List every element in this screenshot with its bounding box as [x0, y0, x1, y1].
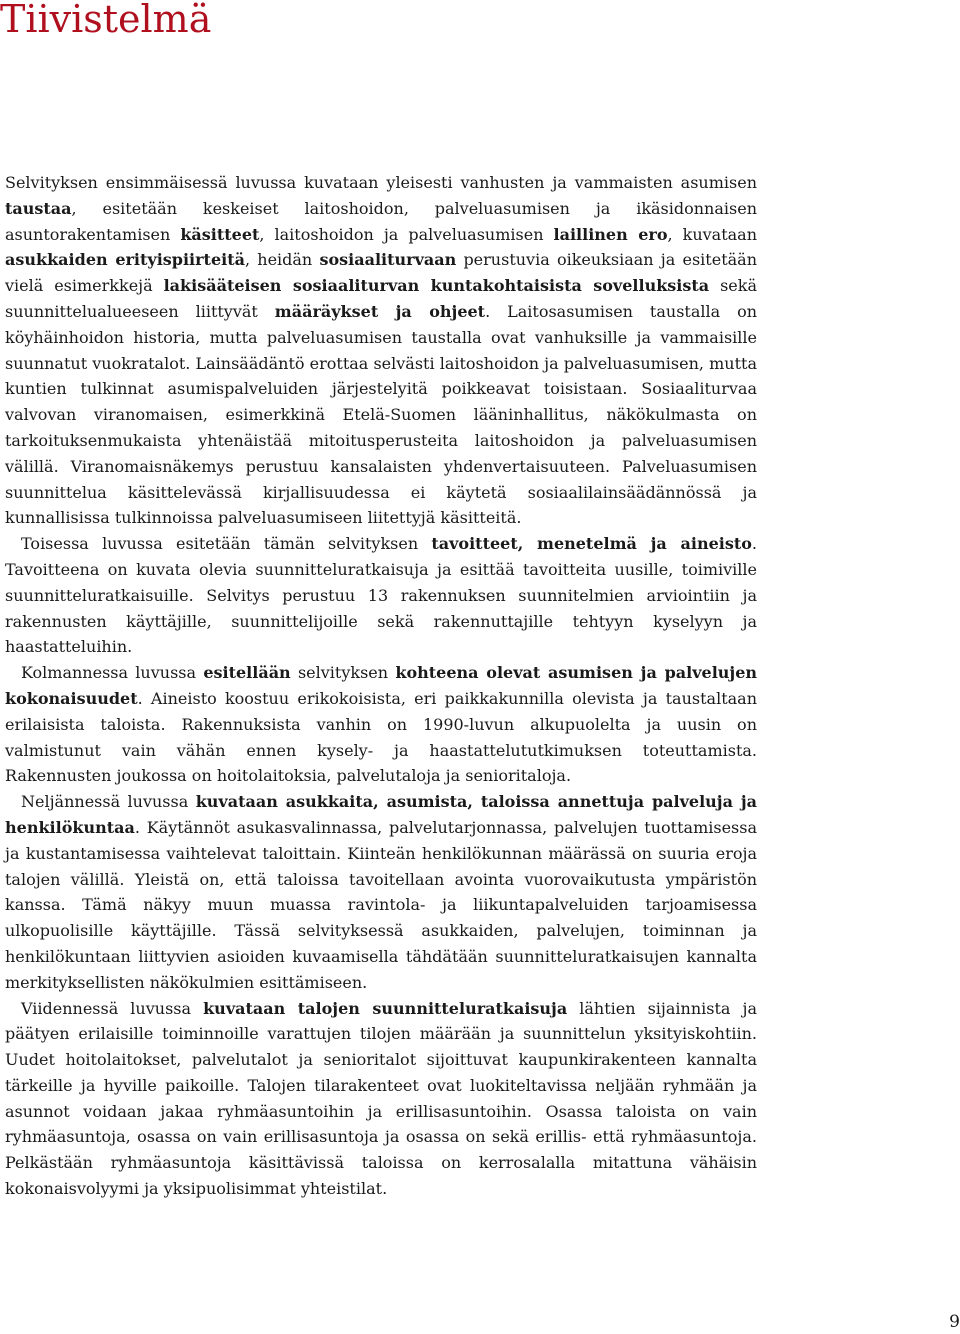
bold-term: määräykset ja ohjeet [274, 301, 486, 321]
text-run: , kuvataan [667, 224, 758, 244]
bold-term: esitellään [203, 663, 291, 683]
text-run: perustuvia oikeuksiaan ja esitetään vielä esimerkkejä [5, 250, 758, 296]
bold-term: kohteena olevat asumisen ja palvelujen kokonaisuudet [5, 663, 757, 708]
bold-term: kuvataan asukkaita, asumista, taloissa annettuja palveluja ja henkilökuntaa [5, 792, 757, 837]
text-run: Kolmannessa luvussa [21, 663, 204, 683]
text-run: . Käytännöt asukasvalinnassa, palvelutarjonnassa, palvelujen tuottamisessa ja kustantamisessa vaihtelevat taloittain. Kiinteän henkilökunnan määrässä on suuria eroja talojen välillä. Yleistä on, että taloissa tavoitellaan avointa vuorovaikutusta ympäristön kanssa. Tämä näkyy muun muassa ravintola- ja liikuntapalveluiden tarjoamisessa ulkopuolisille käyttäjille. Tässä selvityksessä asukkaiden, palvelujen, toiminnan ja henkilökuntaan liittyvien asioiden kuvaamisella tähdätään suunnitteluratkaisujen kannalta merkityksellisten näkökulmien esittämiseen. [5, 817, 757, 992]
paragraph [5, 789, 757, 995]
text-run: sekä suunnittelualueeseen liittyvät [5, 276, 757, 321]
bold-term: sosiaaliturvaan [319, 250, 457, 270]
bold-term: kuvataan talojen suunnitteluratkaisuja [203, 998, 568, 1018]
text-run: Viidennessä luvussa [21, 998, 204, 1018]
paragraph [5, 660, 757, 789]
paragraph [5, 996, 757, 1202]
bold-term: tavoitteet, menetelmä ja aineisto [431, 534, 752, 554]
paragraph [5, 170, 757, 531]
text-run: selvityksen [290, 663, 396, 683]
summary-body [5, 170, 757, 1202]
bold-term: taustaa [5, 198, 72, 218]
bold-term: laillinen ero [553, 224, 668, 244]
text-run: , laitoshoidon ja palveluasumisen [259, 224, 554, 244]
bold-term: asukkaiden erityispiirteitä [5, 250, 245, 270]
text-run: Toisessa luvussa esitetään tämän selvityksen [21, 534, 432, 554]
text-run: Selvityksen ensimmäisessä luvussa kuvataan yleisesti vanhusten ja vammaisten asumisen [5, 173, 757, 192]
text-run: . Aineisto koostuu erikokoisista, eri paikkakunnilla olevista ja taustaltaan erilaisista taloista. Rakennuksista vanhin on 1990-luvun alkupuolelta ja uusin on valmistunut vain vähän ennen kysely- ja haastattelututkimuksen toteuttamista. Rakennusten joukossa on hoitolaitoksia, palvelutaloja ja senioritaloja. [5, 688, 757, 786]
text-run: . Tavoitteena on kuvata olevia suunnitteluratkaisuja ja esittää tavoitteita uusille, toimiville suunnitteluratkaisuille. Selvitys perustuu 13 rakennuksen suunnitelmien arviointiin ja rakennusten käyttäjille, suunnittelijoille sekä rakennuttajille tehtyyn kyselyyn ja haastatteluihin. [5, 534, 757, 657]
page-number: 9 [949, 1312, 960, 1332]
page-title: Tiivistelmä [0, 0, 212, 41]
text-run: , heidän [244, 250, 320, 270]
bold-term: käsitteet [180, 224, 260, 244]
text-run: , esitetään keskeiset laitoshoidon, palveluasumisen ja ikäsidonnaisen asuntorakentamisen [5, 198, 757, 244]
paragraph [5, 531, 757, 660]
text-run: . Laitosasumisen taustalla on köyhäinhoidon historia, mutta palveluasumisen taustalla ovat vanhuksille ja vammaisille suunnatut vuokratalot. Lainsäädäntö erottaa selvästi laitoshoidon ja palveluasumisen, mutta kuntien tulkinnat asumispalveluiden järjestelyitä poikkeavat toisistaan. Sosiaaliturvaa valvovan viranomaisen, esimerkkinä Etelä-Suomen lääninhallitus, näkökulmasta on tarkoituksenmukaista yhtenäistää mitoitusperusteita laitoshoidon ja palveluasumisen välillä. Viranomaisnäkemys perustuu kansalaisten yhdenvertaisuuteen. Palveluasumisen suunnittelua käsittelevässä kirjallisuudessa ei käytetä sosiaalilainsäädännössä ja kunnallisissa tulkinnoissa palveluasumiseen liitettyjä käsitteitä. [5, 301, 758, 528]
text-run: Neljännessä luvussa [21, 792, 196, 812]
text-run: lähtien sijainnista ja päätyen erilaisille toiminnoille varattujen tilojen määrään ja suunnittelun yksityiskohtiin. Uudet hoitolaitokset, palvelutalot ja senioritalot sijoittuvat kaupunkirakenteen kannalta tärkeille ja hyville paikoille. Talojen tilarakenteet ovat luokiteltavissa neljään ryhmään ja asunnot voidaan jakaa ryhmäasuntoihin ja erillisasuntoihin. Osassa taloista on vain ryhmäasuntoja, osassa on vain erillisasuntoja ja osassa on sekä erillis- että ryhmäasuntoja. Pelkästään ryhmäasuntoja käsittävissä taloissa on kerrosalalla mitattuna vähäisin kokonaisvolyymi ja yksipuolisimmat yhteistilat. [5, 998, 758, 1199]
bold-term: lakisääteisen sosiaaliturvan kuntakohtaisista sovelluksista [163, 276, 710, 296]
